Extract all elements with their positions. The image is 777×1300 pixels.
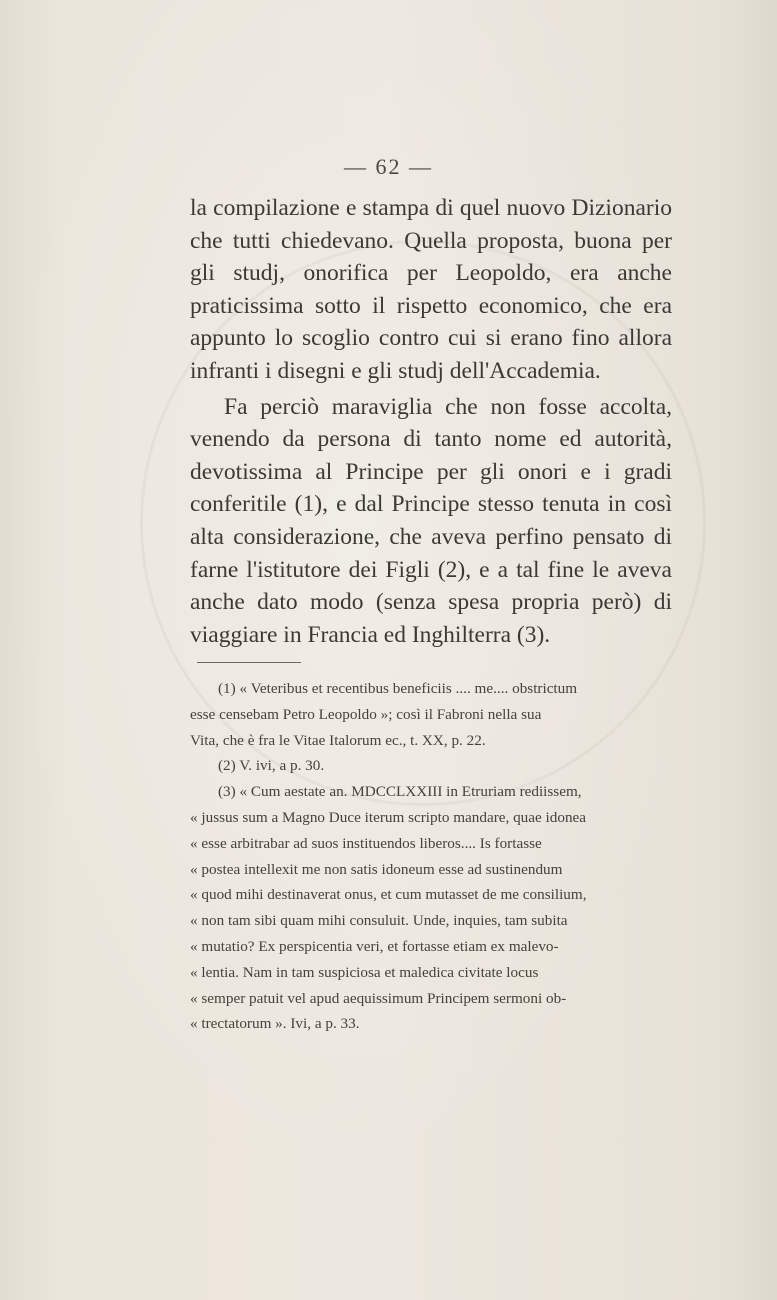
footnote-line: Vita, che è fra le Vitae Italorum ec., t. XX, p. 22.: [190, 731, 486, 749]
footnotes: [190, 676, 672, 1037]
paragraph-2: Fa perciò maraviglia che non fosse accolta, venendo da persona di tanto nome ed autorità, devotissima al Principe per gli onori e i gradi conferitile (1), e dal Principe stesso tenuta in così alta considerazione, che aveva perfino pensato di farne l'istitutore dei Figli (2), e a tal fine le aveva anche dato modo (senza spesa propria però) di viaggiare in Francia ed Inghilterra (3).: [190, 393, 672, 648]
footnote-line: « esse arbitrabar ad suos instituendos liberos.... Is fortasse: [190, 834, 542, 852]
footnote-line: (3) « Cum aestate an. MDCCLXXIII in Etruriam rediissem,: [218, 783, 582, 801]
footnote-line: « non tam sibi quam mihi consuluit. Unde, inquies, tam subita: [190, 912, 568, 930]
footnote-2: [190, 753, 672, 779]
footnote-line: « mutatio? Ex perspicentia veri, et fortasse etiam ex malevo-: [190, 937, 559, 955]
footnote-separator: [197, 662, 301, 663]
paragraph-1: la compilazione e stampa di quel nuovo Dizionario che tutti chiedevano. Quella proposta, buona per gli studj, onorifica per Leopoldo, era anche praticissima sotto il rispetto economico, che era appunto lo scoglio contro cui si erano fino allora infranti i disegni e gli studj dell'Accademia.: [190, 195, 672, 384]
footnote-line: (2) V. ivi, a p. 30.: [218, 757, 325, 775]
footnote-1: [190, 676, 672, 753]
footnote-line: esse censebam Petro Leopoldo »; così il Fabroni nella sua: [190, 705, 542, 723]
footnote-line: « quod mihi destinaverat onus, et cum mutasset de me consilium,: [190, 886, 587, 904]
main-text: [190, 192, 672, 651]
page-number: — 62 —: [344, 154, 433, 179]
footnote-line: « trectatorum ». Ivi, a p. 33.: [190, 1015, 360, 1033]
footnote-line: « semper patuit vel apud aequissimum Principem sermoni ob-: [190, 989, 567, 1007]
footnote-line: (1) « Veteribus et recentibus beneficiis .... me.... obstrictum: [218, 680, 578, 697]
footnote-3: [190, 779, 672, 1037]
footnote-line: « postea intellexit me non satis idoneum esse ad sustinendum: [190, 860, 563, 878]
footnote-line: « jussus sum a Magno Duce iterum scripto mandare, quae idonea: [190, 808, 587, 826]
footnote-line: « lentia. Nam in tam suspiciosa et maledica civitate locus: [190, 963, 539, 981]
